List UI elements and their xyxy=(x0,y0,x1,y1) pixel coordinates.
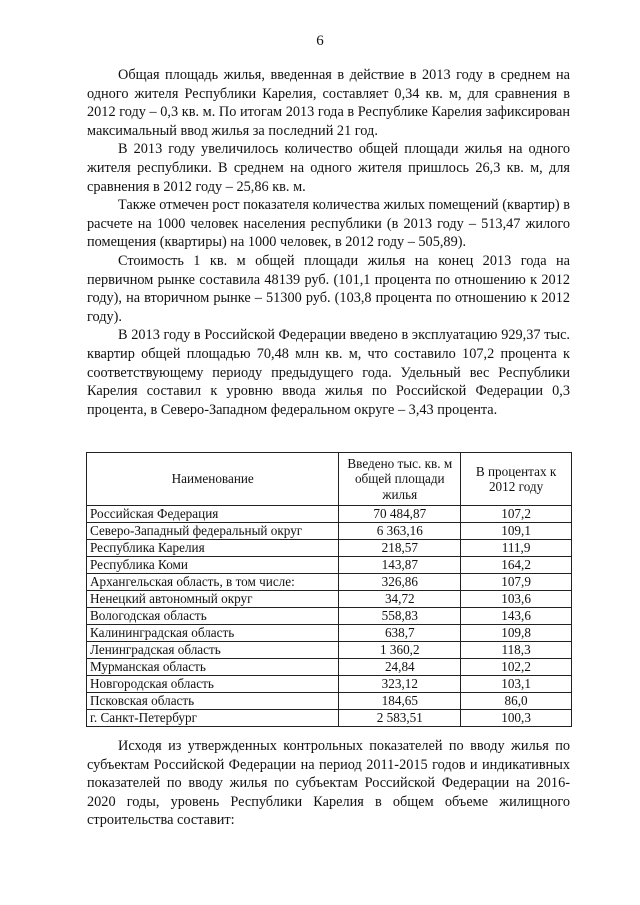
table-row xyxy=(87,557,572,574)
region-name: Республика Коми xyxy=(87,557,339,574)
region-name: Новгородская область xyxy=(87,676,339,693)
area-value: 558,83 xyxy=(339,608,461,625)
region-name: Калининградская область xyxy=(87,625,339,642)
area-value: 143,87 xyxy=(339,557,461,574)
area-value: 218,57 xyxy=(339,540,461,557)
area-value: 6 363,16 xyxy=(339,523,461,540)
region-name: Вологодская область xyxy=(87,608,339,625)
region-name: Российская Федерация xyxy=(87,506,339,523)
paragraph: Исходя из утвержденных контрольных показателей по вводу жилья по субъектам Российской Федерации на период 2011-2015 годов и индикативных показателей по вводу жилья по субъектам Российской Федерации на 2016-2020 годы, уровень Республики Карелия в общем объеме жилищного строительства составит: xyxy=(87,738,570,829)
body-text xyxy=(87,66,570,419)
percent-value: 100,3 xyxy=(461,710,572,727)
percent-value: 86,0 xyxy=(461,693,572,710)
table-row xyxy=(87,591,572,608)
header-percent: В процентах к 2012 году xyxy=(461,453,572,506)
percent-value: 118,3 xyxy=(461,642,572,659)
percent-value: 143,6 xyxy=(461,608,572,625)
table-row xyxy=(87,659,572,676)
percent-value: 111,9 xyxy=(461,540,572,557)
region-name: Республика Карелия xyxy=(87,540,339,557)
header-area: Введено тыс. кв. м общей площади жилья xyxy=(339,453,461,506)
percent-value: 109,8 xyxy=(461,625,572,642)
area-value: 326,86 xyxy=(339,574,461,591)
region-name: Архангельская область, в том числе: xyxy=(87,574,339,591)
closing-text xyxy=(87,737,570,830)
percent-value: 103,6 xyxy=(461,591,572,608)
area-value: 1 360,2 xyxy=(339,642,461,659)
region-name: г. Санкт-Петербург xyxy=(87,710,339,727)
percent-value: 107,2 xyxy=(461,506,572,523)
region-name: Ненецкий автономный округ xyxy=(87,591,339,608)
area-value: 24,84 xyxy=(339,659,461,676)
area-value: 638,7 xyxy=(339,625,461,642)
header-name: Наименование xyxy=(87,453,339,506)
area-value: 70 484,87 xyxy=(339,506,461,523)
region-name: Мурманская область xyxy=(87,659,339,676)
paragraph: Стоимость 1 кв. м общей площади жилья на конец 2013 года на первичном рынке составила 48139 руб. (101,1 процента по отношению к 2012 году), на вторичном рынке – 51300 руб. (103,8 процента по отношению к 2012 году). xyxy=(87,252,570,325)
table-row xyxy=(87,523,572,540)
percent-value: 109,1 xyxy=(461,523,572,540)
region-name: Псковская область xyxy=(87,693,339,710)
paragraph: В 2013 году увеличилось количество общей площади жилья на одного жителя республики. В среднем на одного жителя пришлось 26,3 кв. м, для сравнения в 2012 году – 25,86 кв. м. xyxy=(87,141,570,195)
paragraph: Общая площадь жилья, введенная в действие в 2013 году в среднем на одного жителя Республики Карелия, составляет 0,34 кв. м, для сравнения в 2012 году – 0,3 кв. м. По итогам 2013 года в Республике Карелия зафиксирован максимальный ввод жилья за последний 21 год. xyxy=(87,67,570,139)
table-row xyxy=(87,540,572,557)
percent-value: 102,2 xyxy=(461,659,572,676)
area-value: 323,12 xyxy=(339,676,461,693)
paragraph: В 2013 году в Российской Федерации введено в эксплуатацию 929,37 тыс. квартир общей площадью 70,48 млн кв. м, что составило 107,2 процента к соответствующему периоду предыдущего года. Удельный вес Республики Карелия составил к уровню ввода жилья по Российской Федерации 0,3 процента, в Северо-Западном федеральном округе – 3,43 процента. xyxy=(87,327,570,418)
area-value: 184,65 xyxy=(339,693,461,710)
region-name: Ленинградская область xyxy=(87,642,339,659)
percent-value: 103,1 xyxy=(461,676,572,693)
percent-value: 107,9 xyxy=(461,574,572,591)
percent-value: 164,2 xyxy=(461,557,572,574)
area-value: 2 583,51 xyxy=(339,710,461,727)
housing-table xyxy=(86,452,572,727)
area-value: 34,72 xyxy=(339,591,461,608)
table-row xyxy=(87,506,572,523)
page-number: 6 xyxy=(316,33,324,49)
table-row xyxy=(87,710,572,727)
table-row xyxy=(87,608,572,625)
region-name: Северо-Западный федеральный округ xyxy=(87,523,339,540)
table-row xyxy=(87,676,572,693)
table-row xyxy=(87,642,572,659)
paragraph: Также отмечен рост показателя количества жилых помещений (квартир) в расчете на 1000 человек населения республики (в 2013 году – 513,47 жилого помещения (квартиры) на 1000 человек, в 2012 году – 505,89). xyxy=(87,197,570,251)
table-row xyxy=(87,693,572,710)
table-row xyxy=(87,574,572,591)
table-row xyxy=(87,625,572,642)
